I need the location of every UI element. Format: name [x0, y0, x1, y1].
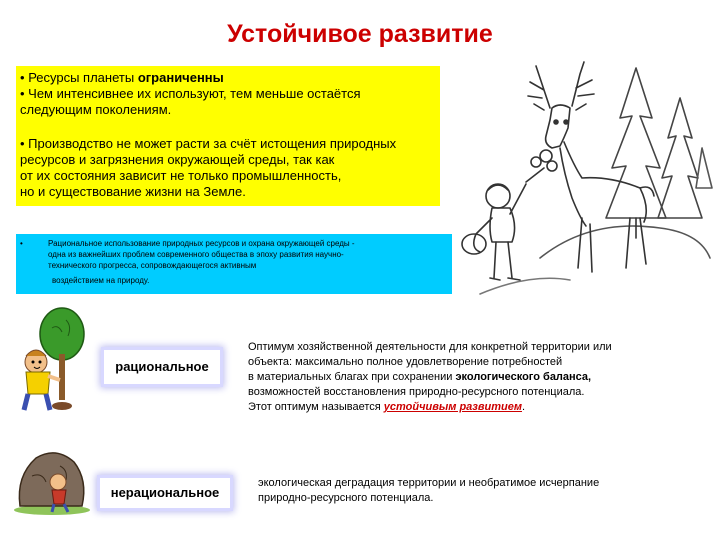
principle-bold: ограниченны [137, 70, 224, 85]
rational-line-2: одна из важнейших проблем современного общества в эпоху развития научно- [48, 250, 344, 259]
desc-text: в материальных благах при сохранении [248, 371, 456, 383]
rational-description [248, 340, 718, 415]
desc-bold: экологического баланса, [455, 371, 592, 383]
principle-line-5: ресурсов и загрязнения окружающей среды, так как [20, 152, 335, 167]
principle-line-3: следующим поколениям. [20, 102, 172, 117]
rational-label: рациональное [104, 350, 220, 384]
rational-line-4: воздействием на природу. [52, 276, 150, 285]
man-with-rock-illustration [12, 436, 92, 516]
principle-line-7: но и существование жизни на Земле. [20, 184, 246, 199]
desc-line: объекта: максимально полное удовлетворение потребностей [248, 356, 563, 368]
desc-line [248, 370, 718, 385]
desc-line [248, 400, 718, 415]
desc-line: экологическая деградация территории и необратимое исчерпание [258, 477, 600, 489]
page-title: Устойчивое развитие [227, 20, 493, 48]
principle-line-2: • Чем интенсивнее их используют, тем меньше остаётся [20, 86, 361, 101]
bullet: • [20, 70, 25, 85]
principle-line-1 [20, 70, 436, 86]
principle-line-6: от их состояния зависит не только промышленность, [20, 168, 342, 183]
desc-line: возможностей восстановления природно-ресурсного потенциала. [248, 386, 585, 398]
desc-text: Этот оптимум называется [248, 401, 384, 413]
irrational-description [258, 476, 698, 506]
desc-line: природно-ресурсного потенциала. [258, 492, 434, 504]
principles-box [16, 66, 440, 206]
rational-use-box [16, 234, 452, 294]
principle-text: Ресурсы планеты [28, 70, 135, 85]
irrational-label: нерациональное [100, 478, 230, 508]
rational-line-1: Рациональное использование природных ресурсов и охрана окружающей среды - [48, 239, 355, 248]
desc-text: . [522, 401, 526, 413]
principle-line-4: • Производство не может расти за счёт истощения природных [20, 136, 397, 151]
rational-line-3: технического прогресса, сопровождающегося активным [48, 261, 257, 270]
bullet: • [20, 239, 23, 248]
deer-illustration [440, 58, 718, 298]
boy-with-tree-illustration [12, 306, 90, 416]
sustainable-development-term: устойчивым развитием [383, 401, 523, 413]
desc-line: Оптимум хозяйственной деятельности для конкретной территории или [248, 341, 612, 353]
